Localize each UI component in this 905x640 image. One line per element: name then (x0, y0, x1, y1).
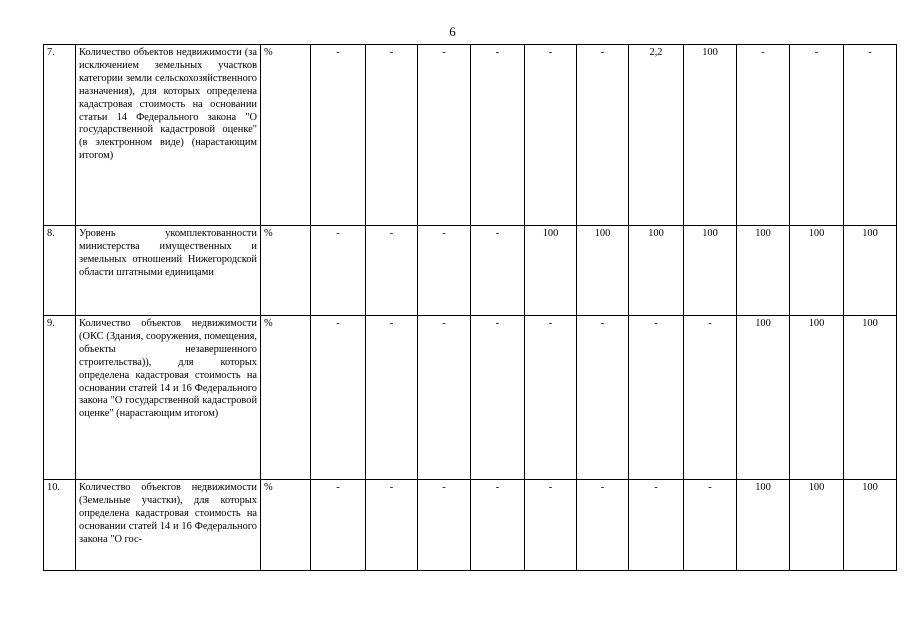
value-cell: - (418, 316, 471, 480)
value-cell: - (790, 45, 844, 226)
value-cell: - (311, 480, 366, 571)
value-cell: - (418, 45, 471, 226)
indicator-description: Количество объектов недвижимости (Земельные участки), для которых определена кадастровая стоимость на основании статей 14 и 16 Федерального закона "О гос- (76, 480, 261, 571)
value-cell: - (311, 45, 366, 226)
value-cell: - (471, 316, 525, 480)
value-cell: - (577, 480, 629, 571)
table-row (44, 226, 897, 316)
value-cell: 100 (577, 226, 629, 316)
value-cell: 100 (684, 45, 737, 226)
value-cell: 100 (684, 226, 737, 316)
row-number: 9. (44, 316, 76, 480)
row-number: 7. (44, 45, 76, 226)
value-cell: 100 (737, 480, 790, 571)
value-cell: 100 (790, 480, 844, 571)
value-cell: - (366, 480, 418, 571)
table-row (44, 45, 897, 226)
value-cell: - (471, 226, 525, 316)
value-cell: - (366, 45, 418, 226)
value-cell: 100 (844, 226, 897, 316)
page-number: 6 (449, 24, 456, 39)
value-cell: 100 (844, 480, 897, 571)
value-cell: - (525, 480, 577, 571)
value-cell: - (577, 316, 629, 480)
value-cell: - (525, 316, 577, 480)
row-number: 8. (44, 226, 76, 316)
table-row (44, 316, 897, 480)
value-cell: 100 (844, 316, 897, 480)
unit-cell: % (261, 480, 311, 571)
value-cell: - (471, 480, 525, 571)
unit-cell: % (261, 45, 311, 226)
value-cell: - (418, 226, 471, 316)
unit-cell: % (261, 226, 311, 316)
value-cell: - (577, 45, 629, 226)
value-cell: - (418, 480, 471, 571)
value-cell: - (366, 316, 418, 480)
value-cell: - (684, 480, 737, 571)
table-body (44, 45, 897, 571)
value-cell: - (525, 45, 577, 226)
indicator-description: Количество объектов недвижимости (за исключением земельных участков категории земли сельскохозяйственного назначения), для которых определена кадастровая стоимость на основании статьи 14 Федерального закона "О государственной кадастровой оценке" (в электронном виде) (нарастающим итогом) (76, 45, 261, 226)
value-cell: - (629, 480, 684, 571)
value-cell: 100 (737, 316, 790, 480)
row-number: 10. (44, 480, 76, 571)
value-cell: - (844, 45, 897, 226)
value-cell: - (311, 226, 366, 316)
value-cell: 100 (525, 226, 577, 316)
unit-cell: % (261, 316, 311, 480)
value-cell: - (737, 45, 790, 226)
value-cell: 2,2 (629, 45, 684, 226)
value-cell: 100 (790, 226, 844, 316)
value-cell: - (684, 316, 737, 480)
value-cell: 100 (629, 226, 684, 316)
value-cell: 100 (737, 226, 790, 316)
indicator-description: Количество объектов недвижимости (ОКС (Здания, сооружения, помещения, объекты незавершенного строительства)), для которых определена кадастровая стоимость на основании статей 14 и 16 Федерального закона "О государственной кадастровой оценке" (нарастающим итогом) (76, 316, 261, 480)
indicator-description: Уровень укомплектованности министерства имущественных и земельных отношений Нижегородской области штатными единицами (76, 226, 261, 316)
value-cell: - (471, 45, 525, 226)
value-cell: - (629, 316, 684, 480)
value-cell: - (311, 316, 366, 480)
value-cell: - (366, 226, 418, 316)
indicators-table (43, 44, 897, 571)
value-cell: 100 (790, 316, 844, 480)
table-row (44, 480, 897, 571)
